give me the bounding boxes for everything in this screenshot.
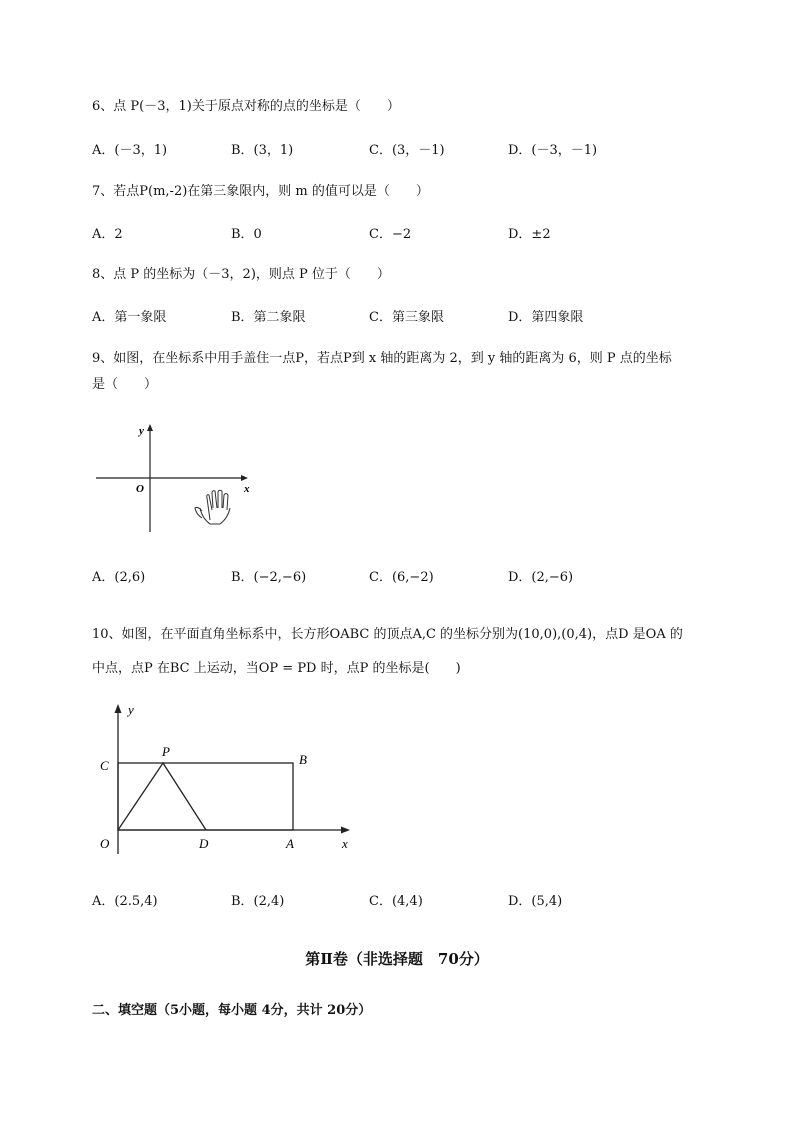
question-9-stem-line1: 9、如图，在坐标系中用手盖住一点P，若点P到 x 轴的距离为 2，到 y 轴的距离为 6，则 P 点的坐标 — [92, 351, 672, 366]
question-7-options — [92, 224, 732, 246]
triangle-opd — [118, 763, 206, 830]
y-axis-arrow — [147, 424, 153, 431]
y-axis-label: y — [128, 702, 134, 717]
option-b: B．第二象限 — [231, 310, 306, 325]
y-axis-arrow — [115, 704, 122, 713]
question-6-options — [92, 140, 732, 162]
option-d: D．(2,−6) — [508, 570, 574, 585]
option-b: B．0 — [231, 227, 262, 242]
question-8-options — [92, 307, 732, 329]
option-c: C．−2 — [369, 227, 412, 242]
question-8-stem: 8、点 P 的坐标为（－3，2)，则点 P 位于（ ） — [92, 267, 390, 282]
question-10-options — [92, 891, 732, 913]
option-c: C．(4,4) — [369, 894, 423, 909]
question-7-stem: 7、若点P(m,-2)在第三象限内，则 m 的值可以是（ ） — [92, 184, 429, 199]
option-c: C．第三象限 — [369, 310, 444, 325]
option-b: B．(3，1) — [231, 143, 294, 158]
question-10-figure — [92, 698, 362, 858]
option-d: D．(5,4) — [508, 894, 563, 909]
option-c: C．(6,−2) — [369, 570, 434, 585]
part-heading: 第Ⅱ卷（非选择题 70分） — [305, 950, 489, 968]
option-d: D．(－3，－1) — [508, 143, 598, 158]
question-9-options — [92, 567, 732, 589]
point-a-label: A — [286, 836, 294, 851]
point-c-label: C — [100, 758, 109, 773]
x-axis-label: x — [244, 483, 250, 495]
option-b: B．(2,4) — [231, 894, 285, 909]
question-10-stem-line2: 中点，点P 在BC 上运动，当OP = PD 时，点P 的坐标是( ) — [92, 661, 461, 676]
option-a: A．(2.5,4) — [92, 894, 158, 909]
option-c: C．(3，－1) — [369, 143, 445, 158]
point-d-label: D — [199, 836, 209, 851]
origin-label: O — [100, 836, 110, 851]
option-d: D．第四象限 — [508, 310, 584, 325]
option-a: A．2 — [92, 227, 123, 242]
rectangle-oabc — [118, 763, 293, 830]
hand-icon — [195, 490, 230, 524]
option-d: D．±2 — [508, 227, 551, 242]
point-p-label: P — [162, 744, 170, 759]
question-10-stem-line1: 10、如图，在平面直角坐标系中，长方形OABC 的顶点A,C 的坐标分别为(10,0),(0,4)，点D 是OA 的 — [92, 627, 683, 642]
option-a: A．(2,6) — [92, 570, 146, 585]
section-heading: 二、填空题（5小题，每小题 4分，共计 20分） — [92, 1003, 372, 1018]
question-9-figure — [92, 418, 262, 538]
question-6-stem: 6、点 P(－3，1)关于原点对称的点的坐标是（ ） — [92, 99, 400, 114]
question-9-stem-line2: 是（ ） — [92, 377, 158, 392]
option-a: A．(－3，1) — [92, 143, 168, 158]
x-axis-arrow — [341, 827, 350, 834]
point-b-label: B — [299, 752, 307, 767]
option-a: A．第一象限 — [92, 310, 167, 325]
origin-label: O — [136, 483, 144, 495]
x-axis-arrow — [241, 475, 248, 481]
option-b: B．(−2,−6) — [231, 570, 307, 585]
x-axis-label: x — [342, 836, 348, 851]
y-axis-label: y — [139, 425, 144, 437]
